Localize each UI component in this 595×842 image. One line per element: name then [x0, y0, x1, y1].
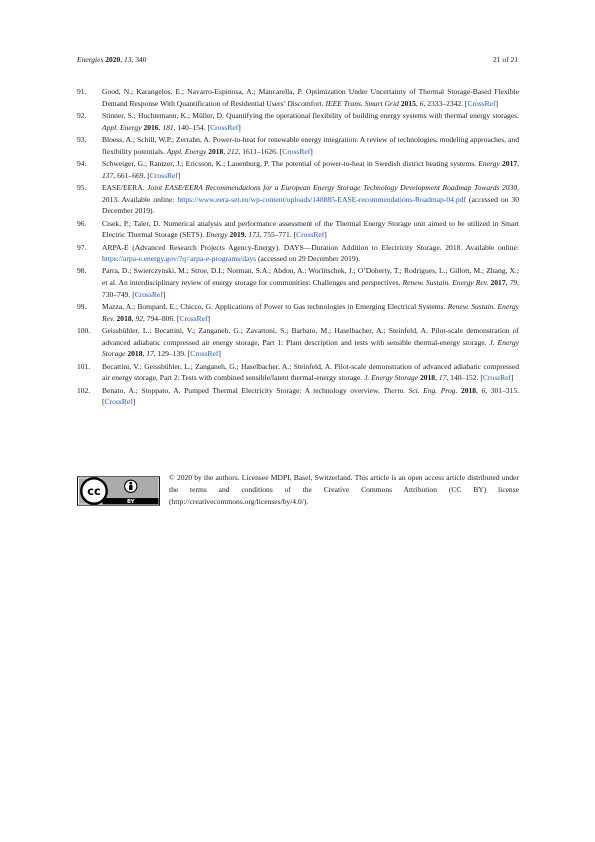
cc-by-license-icon[interactable] — [77, 475, 160, 507]
by-label: BY — [127, 499, 135, 506]
italic-span: Appl. Energy — [166, 146, 207, 156]
reference-list — [77, 86, 519, 409]
reference-text-span: ] — [207, 313, 211, 323]
italic-span: Renew. Sustain. Energy Rev. — [102, 302, 519, 323]
reference-text — [102, 182, 519, 217]
reference-text-span: , 794–806. [ — [142, 313, 180, 323]
reference-text-span: ] — [218, 349, 221, 359]
reference-item — [77, 158, 519, 181]
bold-span: 2018 — [419, 373, 436, 383]
reference-text-span: , 301–315. [ — [102, 385, 519, 407]
reference-text-span: Becattini, V.; Geissbühler, L.; Zanganeh, G.; Haselbacher, A.; Steinfeld, A. Pilot-scale demonstration of advanced adiabatic compressed air energy storage, Part 2: Tests with combined sensible/latent thermal-energy storage. — [102, 361, 519, 383]
crossref-link[interactable]: CrossRef — [482, 373, 511, 383]
reference-number: 93. — [77, 134, 87, 144]
reference-text — [102, 218, 519, 241]
reference-item — [77, 301, 519, 324]
reference-item — [77, 86, 519, 109]
reference-number: 98. — [77, 266, 87, 276]
reference-text-span: ] — [510, 373, 514, 383]
reference-number: 96. — [77, 218, 87, 228]
reference-text-span: , — [244, 230, 249, 240]
reference-text-span: ] — [310, 146, 313, 156]
reference-text-span: ] — [132, 397, 136, 407]
bold-span: 2017 — [490, 278, 506, 288]
italic-span: 17 — [438, 373, 447, 383]
reference-text-span: , — [131, 313, 136, 323]
reference-text-span: Benato, A.; Stoppato, A. Pumped Thermal Electricity Storage: A technology overview. — [102, 385, 384, 395]
reference-text-span: , — [435, 373, 439, 383]
italic-span: 79 — [509, 278, 518, 288]
italic-span: 212 — [227, 146, 239, 156]
reference-text-span: , — [505, 278, 510, 288]
reference-text-span: , — [158, 122, 163, 132]
italic-span: IEEE Trans. Smart Grid — [325, 98, 399, 108]
bold-span: 2018 — [208, 146, 224, 156]
bold-span: 2019 — [229, 230, 245, 240]
journal-volume: 13 — [124, 55, 132, 64]
crossref-link[interactable]: CrossRef — [467, 98, 496, 108]
reference-number: 102. — [77, 385, 91, 395]
crossref-link[interactable]: CrossRef — [296, 230, 325, 240]
cc-logo-text: cc — [87, 485, 101, 499]
italic-span: Energy — [478, 158, 500, 168]
reference-text-span: , — [142, 349, 147, 359]
bold-span: 2018 — [127, 349, 143, 359]
reference-number: 99. — [77, 302, 87, 312]
reference-text-span: ] — [177, 170, 181, 180]
reference-text-span: Good, N.; Karangelos, E.; Navarro-Espinosa, A.; Mancarella, P. Optimization Under Uncertainty of Thermal Storage-Based Flexible Demand Response With Quantification of Residential Users’ Discomfort. — [102, 87, 519, 108]
reference-item — [77, 218, 519, 241]
italic-span: J. Energy Storage — [102, 337, 520, 359]
reference-item — [77, 385, 519, 408]
italic-span: Appl. Energy — [102, 122, 142, 132]
reference-text — [102, 86, 519, 109]
crossref-link[interactable]: CrossRef — [104, 397, 133, 407]
reference-text — [102, 110, 519, 133]
italic-span: 173 — [248, 230, 260, 240]
crossref-link[interactable]: CrossRef — [190, 349, 219, 359]
reference-number: 100. — [77, 326, 91, 336]
italic-span: J. Energy Storage — [364, 373, 419, 383]
reference-item — [77, 110, 519, 133]
reference-text — [102, 361, 519, 384]
reference-text-span: , 661–669. [ — [113, 170, 150, 180]
journal-year: 2020 — [105, 55, 121, 64]
reference-text-span: , 755–771. [ — [259, 230, 297, 240]
reference-text — [102, 134, 519, 157]
reference-text-span: , 140–154. [ — [173, 122, 211, 132]
reference-text-span: (accessed on 30 December 2019). — [102, 194, 519, 216]
bold-span: 2016 — [143, 122, 159, 132]
reference-number: 92. — [77, 110, 87, 120]
journal-name: Energies — [77, 55, 104, 64]
italic-span: 181 — [162, 122, 174, 132]
reference-text-span: ] — [162, 289, 166, 299]
reference-text-span: (accessed on 29 December 2019). — [256, 254, 361, 264]
reference-text-span: Parra, D.; Swierczynski, M.; Stroe, D.I.; Norman, S.A.; Abdon, A.; Worlitschek, J.; O’Doherty, T.; Rodrigues, L.; Gillott, M.; Zhang, X.; et al. An interdisciplinary review of energy storage for communities: Challenges and perspectives. — [102, 266, 519, 288]
reference-text-span: , 129–139. [ — [153, 349, 191, 359]
reference-text-span: . 2013. Available online: — [102, 182, 519, 204]
crossref-link[interactable]: CrossRef — [282, 146, 311, 156]
reference-text-span: ARPA-E (Advanced Research Projects Agency-Energy). DAYS—Duration Addition to Electricity Storage. 2018. Available online: — [102, 242, 519, 252]
reference-text — [102, 265, 519, 300]
reference-item — [77, 242, 519, 265]
bold-span: 2017 — [502, 158, 518, 168]
reference-text-span: Bloess, A.; Schill, W.P.; Zerrahn, A. Power-to-heat for renewable energy integration: A review of technologies, modeling approaches, and flexibility potentials. — [102, 134, 519, 156]
reference-item — [77, 182, 519, 217]
reference-number: 94. — [77, 158, 87, 168]
italic-span: 92 — [135, 313, 143, 323]
url-link[interactable]: https://www.eera-set.eu/wp-content/uploads/148885-EASE-recommendations-Roadmap-04.pdf — [177, 194, 466, 204]
reference-text — [102, 385, 519, 408]
reference-text — [102, 242, 519, 265]
italic-span: 6 — [481, 385, 486, 395]
reference-text-span: Mazza, A.; Bompard, E.; Chicco, G. Applications of Power to Gas technologies in Emerging Electrical Systems. — [102, 302, 448, 312]
reference-text-span: , 140–152. [ — [446, 373, 483, 383]
reference-text — [102, 158, 519, 181]
italic-span: 17 — [146, 349, 154, 359]
italic-span: Energy — [206, 230, 228, 240]
reference-number: 91. — [77, 87, 87, 96]
reference-item — [77, 325, 519, 360]
reference-text-span: ] — [495, 98, 499, 108]
reference-text-span: , — [517, 158, 519, 168]
crossref-link[interactable]: CrossRef — [179, 313, 208, 323]
reference-text-span: Stinner, S.; Huchtemann, K.; Müller, D. Quantifying the operational flexibility of building energy systems with thermal energy storages. — [102, 110, 519, 120]
italic-span: Therm. Sci. Eng. Prog. — [383, 385, 458, 395]
reference-item — [77, 265, 519, 300]
reference-text-span: , — [476, 385, 482, 395]
reference-text-span: , 730–749. [ — [102, 278, 519, 299]
reference-item — [77, 361, 519, 384]
crossref-link[interactable]: CrossRef — [149, 170, 178, 180]
journal-citation: Energies 2020, 13, 340 — [77, 55, 147, 64]
bold-span: 2015 — [400, 98, 416, 108]
bold-span: 2018 — [116, 313, 132, 323]
license-block — [77, 472, 519, 508]
reference-text-span: , — [223, 146, 228, 156]
url-link[interactable]: https://arpa-e.energy.gov/?q=arpa-e-programs/days — [102, 254, 257, 264]
reference-text-span: , 2333–2342. [ — [423, 98, 468, 108]
italic-span: 137 — [102, 170, 114, 180]
italic-span: 6 — [419, 98, 424, 108]
reference-text-span: , 1611–1626. [ — [238, 146, 283, 156]
reference-text — [102, 325, 519, 360]
bold-span: 2018 — [460, 385, 477, 395]
reference-text-span: Geissbühler, L.; Becattini, V.; Zanganeh, G.; Zavattoni, S.; Barbato, M.; Haselbacher, A.; Steinfeld, A. Pilot-scale demonstration of advanced adiabatic compressed air energy storage, Part 1: Plant description and tests with sensible thermal-energy storage. — [102, 326, 519, 347]
reference-item — [77, 134, 519, 157]
page-header — [77, 55, 518, 67]
reference-text-span: ] — [238, 122, 241, 132]
italic-span: Joint EASE/EERA Recommendations for a European Energy Storage Technology Development Roadmap Towards 2030 — [147, 182, 518, 192]
italic-span: Renew. Sustain. Energy Rev. — [402, 278, 489, 288]
reference-text-span: , — [415, 98, 420, 108]
article-number: 340 — [135, 55, 147, 64]
crossref-link[interactable]: CrossRef — [134, 289, 163, 299]
reference-text-span: Cisek, P.; Taler, D. Numerical analysis and performance assessment of the Thermal Energy Storage unit aimed to be utilized in Smart Electric Thermal Storage (SETS). — [102, 218, 519, 240]
license-text: © 2020 by the authors. Licensee MDPI, Basel, Switzerland. This article is an open access article distributed under the terms and conditions of the Creative Commons Attribution (CC BY) license (http://creativecommons.org/licenses/by/4.0/). — [169, 473, 519, 506]
page-number: 21 of 21 — [493, 55, 518, 64]
reference-text-span: Schweiger, G.; Rantzer, J.; Ericsson, K.; Lauenburg, P. The potential of power-to-heat in Swedish district heating systems. — [102, 158, 479, 168]
reference-text-span: ] — [324, 230, 327, 240]
reference-text-span: EASE/EERA. — [102, 182, 148, 192]
reference-number: 97. — [77, 242, 87, 252]
reference-text — [102, 301, 519, 324]
crossref-link[interactable]: CrossRef — [210, 122, 239, 132]
reference-number: 101. — [77, 361, 91, 371]
reference-number: 95. — [77, 182, 87, 192]
